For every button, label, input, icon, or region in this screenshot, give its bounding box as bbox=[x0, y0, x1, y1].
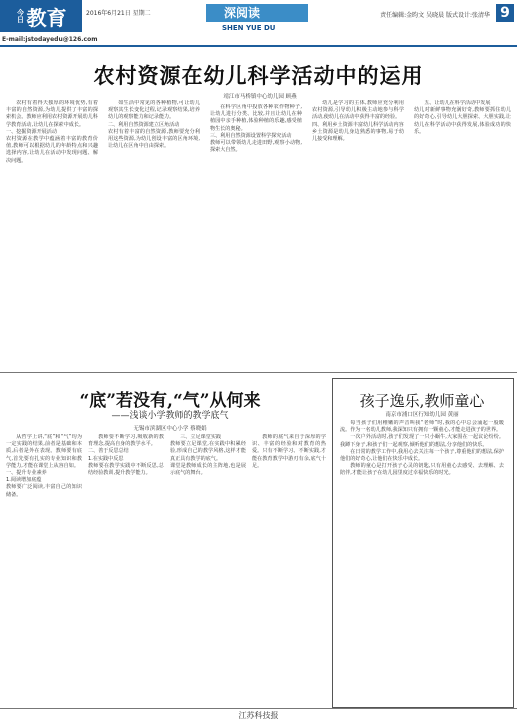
article3-title: 孩子逸乐,教师童心 bbox=[359, 392, 485, 410]
article2-col4-text: 教师的底气来自于深厚的学识、丰富的经验和对教育的热爱。只有不断学习、不断实践,才能在教育教学中游刃有余,底气十足。 bbox=[252, 434, 326, 469]
article2-column-4 bbox=[252, 434, 326, 706]
masthead-brand bbox=[0, 0, 82, 32]
article1-col3-text: 在科学区角中投放各种农作物种子,让幼儿进行分类、比较,并且让幼儿在种植园中亲手种植,体验种植的乐趣,感受植物生长的奥秘。 三、利用自然资源设置科学探究活动 教师可以带领幼儿走进田野,观察小动物,探索大自然。 bbox=[210, 104, 302, 154]
masthead-rule bbox=[0, 45, 517, 47]
article2-column-2 bbox=[88, 434, 164, 706]
article1-col2-text: 如生活中常见的各种植物,可让幼儿观察其生长变化过程,记录观察结果,培养幼儿的观察能力和记录能力。 二、利用自然资源建立区角活动 农村有着丰富的自然资源,教师要充分利用这些资源,为幼儿创设丰富的区角环境,让幼儿在区角中自由探索。 bbox=[108, 100, 200, 150]
footer-text: 江苏科技报 bbox=[238, 711, 279, 720]
article1-column-1 bbox=[6, 100, 98, 366]
article1-column-4 bbox=[312, 100, 404, 366]
issue-date: 2016年6月21日 星期二 bbox=[86, 10, 151, 17]
section-title: 深阅读 bbox=[224, 6, 261, 20]
page-number: 9 bbox=[496, 4, 514, 22]
article3-paragraph-3: 在日常的教学工作中,我用心去关注每一个孩子,尊重他们的想法,保护他们的好奇心,让他们在快乐中成长。 bbox=[340, 448, 504, 463]
article1-column-3 bbox=[210, 104, 302, 366]
article1-title: 农村资源在幼儿科学活动中的运用 bbox=[93, 63, 424, 88]
contact-email: E-mail:jstodayedu@126.com bbox=[2, 36, 98, 43]
section-banner bbox=[206, 4, 308, 22]
section-pinyin: SHEN YUE DU bbox=[222, 24, 276, 32]
article3-paragraph-2: 一次户外活动时,孩子们发现了一只小蜗牛,大家围在一起议论纷纷。我蹲下身子,和孩子们一起观察,倾听他们的想法,分享他们的快乐。 bbox=[340, 434, 504, 448]
article2-column-1 bbox=[6, 434, 82, 706]
brand-main-text: 教育 bbox=[26, 5, 67, 30]
article3-body bbox=[340, 420, 504, 702]
article2-column-3 bbox=[170, 434, 246, 706]
article3-paragraph-4: 教师的童心是打开孩子心灵的钥匙,只有用童心去感受、去理解、去陪伴,才能让孩子在幼儿园里度过幸福快乐的时光。 bbox=[340, 463, 504, 477]
editor-credits: 责任编辑:金昀文 吴晓晨 版式设计:张清华 bbox=[380, 12, 490, 19]
article1-col5-text: 五、让幼儿在科学活动中发展 幼儿对新鲜事物充满好奇,教师要抓住幼儿的好奇心,引导幼儿大胆探索、大胆实践,让幼儿在科学活动中获得发展,体验成功的快乐。 bbox=[414, 100, 511, 135]
article2-col1-text: 从哲学上讲,“底”和“气”均为一定实践的结果,前者是基础和本质,后者是外在表现。教师要有底气,首先要有扎实的专业知识和教学能力,才能在课堂上从容自如。 一、提升专业素养 1.阅读增加底蕴 教师要广泛阅读,丰富自己的知识储备。 bbox=[6, 434, 82, 498]
article2-title: “底”若没有,“气”从何来 bbox=[79, 391, 261, 411]
brand-vertical-text: 今日 bbox=[16, 9, 25, 23]
article2-byline: 无锡市滨湖区中心小学 蔡晓娟 bbox=[133, 426, 207, 432]
article1-column-2 bbox=[108, 100, 200, 366]
article2-col2-text: 教师要不断学习,吸收新的教育理念,提高自身的教学水平。 二、善于反思总结 1.在实践中反思 教师要在教学实践中不断反思,总结经验教训,提升教学能力。 bbox=[88, 434, 164, 477]
footer-rule bbox=[0, 708, 517, 709]
article3-byline: 南京市浦口区行知幼儿园 黄丽 bbox=[385, 412, 459, 418]
article1-col4-text: 幼儿是学习的主体,教师应充分利用农村资源,引导幼儿积极主动地参与科学活动,使幼儿在活动中获得丰富的经验。 四、利用乡土资源丰富幼儿科学活动内容 乡土资源是幼儿身边熟悉的事物,易于幼儿接受和理解。 bbox=[312, 100, 404, 143]
section-divider bbox=[0, 372, 517, 373]
article3-paragraph-1: 每当孩子们用稚嫩的声音叫我“老师”时,我的心中总会涌起一股暖流。作为一名幼儿教师,我深知只有拥有一颗童心,才能走进孩子的世界。 bbox=[340, 420, 504, 434]
article2-col3-text: 三、立足课堂实践 教师要立足课堂,在实践中积累经验,形成自己的教学风格,这样才能真正具有教学的底气。 课堂是教师成长的主阵地,也是展示底气的舞台。 bbox=[170, 434, 246, 477]
article1-col1-text: 农村有着得天独厚的环境优势,有着丰富的自然资源,为幼儿提供了丰富的探索机会。教师应利用农村资源开展幼儿科学教育活动,让幼儿在探索中成长。 一、挖掘资源开展活动 农村资源在教学中蕴涵着丰富的教育价值,教师可以根据幼儿的年龄特点和兴趣选择内容,让幼儿在活动中发现问题、解决问题。 bbox=[6, 100, 98, 164]
article1-column-5 bbox=[414, 100, 511, 366]
article1-byline: 靖江市马桥镇中心幼儿园 顾燕 bbox=[223, 94, 297, 100]
article2-subtitle: ——浅谈小学教师的教学底气 bbox=[111, 411, 229, 421]
